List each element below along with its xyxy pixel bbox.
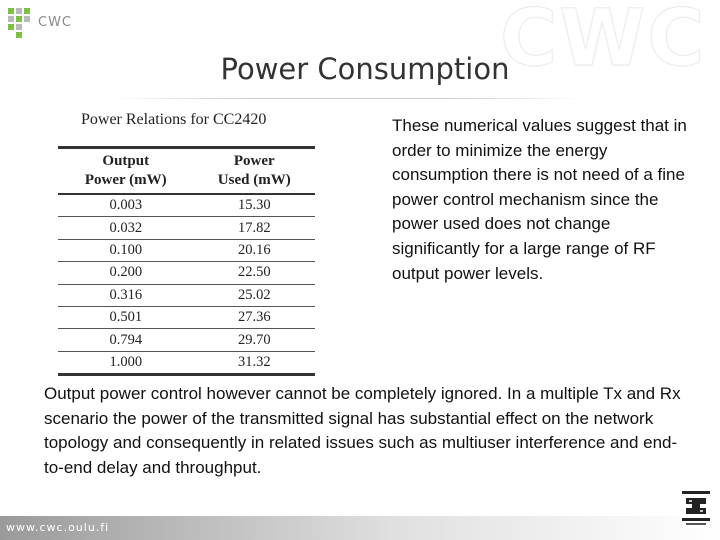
table-row [58,284,315,306]
table-cell: 0.200 [58,262,194,284]
table-cell: 0.501 [58,306,194,328]
cwc-logo-icon [6,6,36,40]
table-row [58,239,315,261]
table-cell: 0.003 [58,194,194,217]
table-cell: 0.032 [58,217,194,239]
logo-text: CWC [38,15,73,30]
table-cell: 15.30 [194,194,316,217]
side-paragraph: These numerical values suggest that in order to minimize the energy consumption there is not need of a fine power control mechanism since the power used does not change significantly for a large range of RF output power levels. [392,116,687,283]
table-cell: 27.36 [194,306,316,328]
footer-url: www.cwc.oulu.fi [6,521,110,534]
cwc-logo [6,6,76,40]
table-row [58,329,315,351]
table-caption: Power Relations for CC2420 [81,111,267,128]
table-cell: 25.02 [194,284,316,306]
table-cell: 0.794 [58,329,194,351]
table-header-line: Power [233,153,275,169]
university-logo-icon [680,488,712,528]
title-divider [112,98,582,99]
table-cell: 31.32 [237,353,271,370]
table-header-power-used [194,148,316,195]
cwc-watermark: CWC [500,0,707,84]
table-cell: 0.316 [58,284,194,306]
table-row [58,306,315,328]
table-row [58,351,315,374]
table-row [58,194,315,217]
slide-title: Power Consumption [220,52,510,86]
table-header-output [58,148,194,195]
table-row [58,262,315,284]
table-row [58,217,315,239]
table-cell: 20.16 [194,239,316,261]
table-cell: 17.82 [194,217,316,239]
table-cell: 0.100 [58,239,194,261]
table-header-line: Output [102,153,150,169]
table-cell: 29.70 [194,329,316,351]
table-header-row [58,148,315,195]
power-table [58,146,315,376]
table-header-line: Power (mW) [84,172,167,188]
body-paragraph: Output power control however cannot be completely ignored. In a multiple Tx and Rx scenario the power of the transmitted signal has substantial effect on the network topology and consequently in related issues such as multiuser interference and end-to-end delay and throughput. [44,384,681,477]
table-cell: 22.50 [194,262,316,284]
table-cell: 1.000 [109,353,143,370]
table-header-line: Used (mW) [217,172,291,188]
